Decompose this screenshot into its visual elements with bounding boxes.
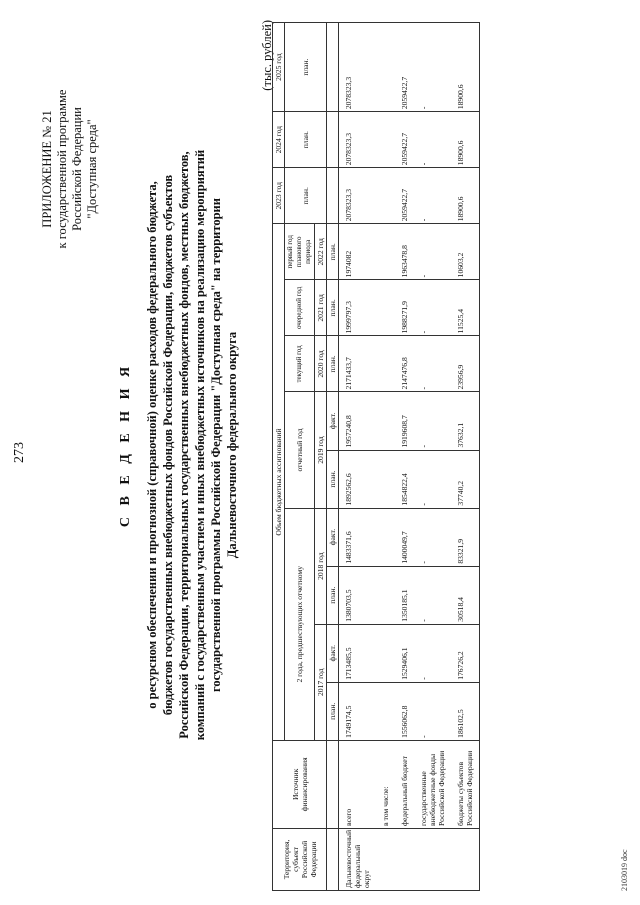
row-value: 1380703,5: [339, 566, 377, 624]
row-value: -: [414, 508, 451, 566]
header-prev-two-years: 2 года, предшествующих отчетному: [285, 508, 315, 740]
header-first-plan-year: первый год планового периода: [285, 224, 315, 280]
header-plan: план.: [285, 23, 327, 112]
row-value: -: [414, 168, 451, 224]
row-source: в том числе:: [376, 740, 395, 828]
row-value: 1999797,3: [339, 280, 377, 336]
header-2017: 2017 год: [315, 624, 327, 740]
header-plan: план.: [327, 450, 339, 508]
row-value: [376, 508, 395, 566]
table-row: [395, 23, 414, 891]
row-value: 1919608,7: [395, 392, 414, 450]
row-value: [376, 112, 395, 168]
row-value: -: [414, 450, 451, 508]
row-source: государственные внебюджетные фонды Российской Федерации: [414, 740, 451, 828]
row-value: -: [414, 224, 451, 280]
row-source: бюджеты субъектов Российской Федерации: [451, 740, 480, 828]
row-value: 30518,4: [451, 566, 480, 624]
row-value: 2078323,3: [339, 23, 377, 112]
row-value: [376, 23, 395, 112]
title-line: бюджетов государственных внебюджетных фондов Российской Федерации, бюджетов субъектов: [161, 174, 175, 716]
header-2024: 2024 год: [273, 112, 285, 168]
budget-table: [272, 22, 480, 891]
row-value: [376, 280, 395, 336]
row-value: 2078323,3: [339, 112, 377, 168]
appendix-line: "Доступная среда": [85, 119, 99, 219]
header-territory: Территория, субъект Российской Федерации: [273, 828, 327, 890]
row-value: -: [414, 280, 451, 336]
row-territory: Дальневосточный федеральный округ: [339, 828, 377, 890]
units-label: (тыс. рублей): [260, 20, 274, 91]
row-value: [376, 624, 395, 682]
row-value: 10603,2: [451, 224, 480, 280]
appendix-line: к государственной программе: [55, 89, 69, 249]
header-2022: 2022 год: [315, 224, 327, 280]
header-plan: план.: [327, 336, 339, 392]
row-value: -: [414, 112, 451, 168]
row-value: 186102,5: [451, 682, 480, 740]
header-plan: план.: [285, 168, 327, 224]
header-2025: 2025 год: [273, 23, 285, 112]
row-value: 11525,4: [451, 280, 480, 336]
row-value: 2078323,3: [339, 168, 377, 224]
row-value: 2171433,7: [339, 336, 377, 392]
header-source: Источник финансирования: [273, 740, 327, 828]
row-value: [376, 682, 395, 740]
row-value: 1400049,7: [395, 508, 414, 566]
row-value: 1529406,1: [395, 624, 414, 682]
row-value: 1350185,1: [395, 566, 414, 624]
table-row: [376, 23, 395, 891]
row-value: [376, 168, 395, 224]
header-report-year: отчетный год: [285, 392, 315, 508]
row-value: [376, 566, 395, 624]
table-row: [339, 23, 377, 891]
row-value: 37632,1: [451, 392, 480, 450]
header-2020: 2020 год: [315, 336, 327, 392]
row-value: -: [414, 624, 451, 682]
row-source: всего: [339, 740, 377, 828]
row-value: 1988271,9: [395, 280, 414, 336]
row-value: 18900,6: [451, 23, 480, 112]
title-line: компаний с государственным участием и иных внебюджетных источников на реализацию мероприятий: [193, 149, 207, 741]
row-territory: [451, 828, 480, 890]
table-row: [414, 23, 451, 891]
row-value: 2059422,7: [395, 23, 414, 112]
title-line: о ресурсном обеспечении и прогнозной (справочной) оценке расходов федерального бюджета,: [145, 181, 159, 709]
row-value: -: [414, 682, 451, 740]
header-fact: факт.: [327, 392, 339, 450]
header-plan: план.: [327, 682, 339, 740]
row-value: 176726,2: [451, 624, 480, 682]
row-value: 1483371,6: [339, 508, 377, 566]
header-plan: план.: [327, 566, 339, 624]
row-value: 1957240,8: [339, 392, 377, 450]
appendix-line: ПРИЛОЖЕНИЕ № 21: [40, 110, 54, 228]
row-territory: [395, 828, 414, 890]
row-value: -: [414, 336, 451, 392]
header-plan: план.: [285, 112, 327, 168]
row-value: 2147476,8: [395, 336, 414, 392]
table-row: [451, 23, 480, 891]
header-fact: факт.: [327, 624, 339, 682]
row-value: 1854822,4: [395, 450, 414, 508]
row-value: [376, 450, 395, 508]
page-number: 273: [12, 442, 27, 463]
appendix-block: [40, 44, 100, 294]
header-2019: 2019 год: [315, 392, 327, 508]
row-value: 1713485,5: [339, 624, 377, 682]
header-plan: план.: [327, 280, 339, 336]
header-2023: 2023 год: [273, 168, 285, 224]
header-volume: Объем бюджетных ассигнований: [273, 224, 285, 741]
row-value: 2059422,7: [395, 112, 414, 168]
title-heading: С В Е Д Е Н И Я: [118, 362, 133, 528]
header-next-year: очередной год: [285, 280, 315, 336]
row-value: 18900,6: [451, 168, 480, 224]
row-territory: [414, 828, 451, 890]
row-value: [376, 336, 395, 392]
row-value: 83321,9: [451, 508, 480, 566]
row-value: [376, 224, 395, 280]
row-value: 1556062,8: [395, 682, 414, 740]
row-value: 1974082: [339, 224, 377, 280]
row-value: 23956,9: [451, 336, 480, 392]
row-territory: [376, 828, 395, 890]
header-current-year: текущий год: [285, 336, 315, 392]
appendix-line: Российской Федерации: [70, 107, 84, 231]
row-value: 2059422,7: [395, 168, 414, 224]
title-line: Дальневосточного федерального округа: [225, 331, 239, 559]
row-value: 18900,6: [451, 112, 480, 168]
header-fact: факт.: [327, 508, 339, 566]
row-value: 37740,2: [451, 450, 480, 508]
row-value: -: [414, 23, 451, 112]
row-value: 1749174,5: [339, 682, 377, 740]
header-2018: 2018 год: [315, 508, 327, 624]
header-plan: план.: [327, 224, 339, 280]
header-2021: 2021 год: [315, 280, 327, 336]
row-value: [376, 392, 395, 450]
row-value: 1892562,6: [339, 450, 377, 508]
title-line: Российской Федерации, территориальных государственных внебюджетных фондов, местных бюджетов,: [177, 151, 191, 739]
file-label: 2103019 doc: [620, 849, 629, 891]
title-line: государственной программы Российской Федерации "Доступная среда" на территории: [209, 198, 223, 692]
document-title: [118, 125, 240, 765]
row-source: федеральный бюджет: [395, 740, 414, 828]
row-value: 1963478,8: [395, 224, 414, 280]
row-value: -: [414, 392, 451, 450]
row-value: -: [414, 566, 451, 624]
